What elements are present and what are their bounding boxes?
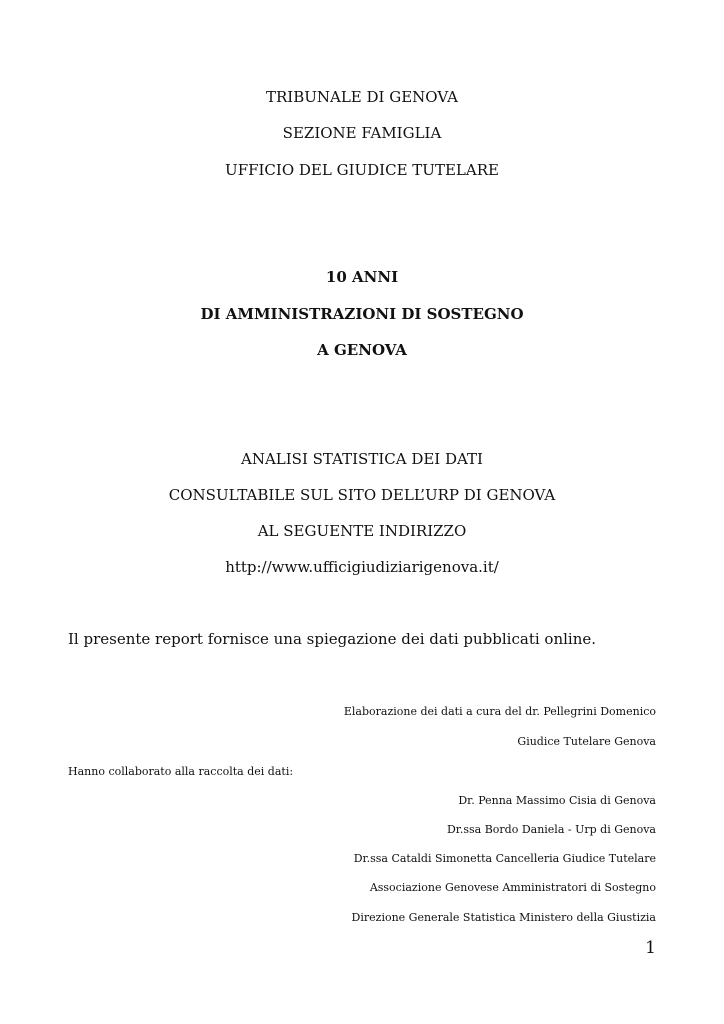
title-line-1: 10 ANNI [325, 268, 399, 286]
title-line-3: A GENOVA [317, 341, 407, 359]
collaborator-item: Associazione Genovese Amministratori di Sostegno [369, 881, 656, 894]
author-role: Giudice Tutelare Genova [517, 735, 656, 748]
collaborator-item: Direzione Generale Statistica Ministero della Giustizia [351, 911, 656, 924]
title-line-2: DI AMMINISTRAZIONI DI SOSTEGNO [200, 305, 524, 323]
analysis-line-3: AL SEGUENTE INDIRIZZO [257, 522, 467, 540]
collaborator-item: Dr. Penna Massimo Cisia di Genova [458, 794, 656, 807]
elaboration-credit: Elaborazione dei dati a cura del dr. Pellegrini Domenico [343, 705, 656, 718]
analysis-line-2: CONSULTABILE SUL SITO DELL’URP DI GENOVA [168, 486, 556, 504]
collaborator-item: Dr.ssa Bordo Daniela - Urp di Genova [446, 823, 656, 836]
section-heading: SEZIONE FAMIGLIA [282, 124, 442, 142]
office-heading: UFFICIO DEL GIUDICE TUTELARE [225, 161, 499, 179]
analysis-line-1: ANALISI STATISTICA DEI DATI [241, 450, 483, 468]
collaborator-item: Dr.ssa Cataldi Simonetta Cancelleria Giudice Tutelare [353, 852, 656, 865]
collaborators-heading: Hanno collaborato alla raccolta dei dati: [68, 765, 294, 778]
court-heading: TRIBUNALE DI GENOVA [266, 88, 458, 106]
page-number: 1 [645, 938, 656, 958]
website-url: http://www.ufficigiudiziarigenova.it/ [225, 558, 499, 576]
intro-paragraph: Il presente report fornisce una spiegazione dei dati pubblicati online. [68, 630, 597, 648]
